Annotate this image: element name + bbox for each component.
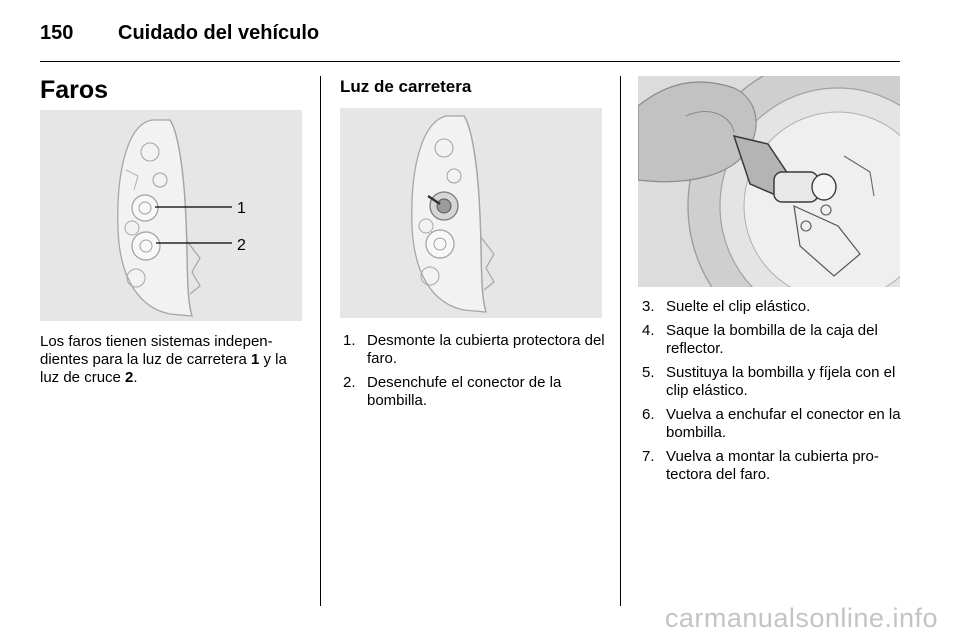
- section-title: Faros: [40, 76, 109, 104]
- ref-low-beam: 2: [125, 369, 134, 386]
- headlamp-rear-figure: [40, 110, 302, 321]
- intro-paragraph: Los faros tienen sistemas indepen- dientes para la luz de carretera 1 y la luz de cruce 2.: [40, 333, 287, 386]
- steps-list-a: [343, 332, 605, 416]
- callout-label-1: 1: [237, 200, 246, 217]
- bulb-replacement-figure: [638, 76, 900, 287]
- list-item: 4. Saque la bombilla de la caja del reflector.: [642, 322, 878, 357]
- column-divider-right: [620, 76, 621, 606]
- header-rule: [40, 61, 900, 62]
- column-divider-left: [320, 76, 321, 606]
- list-item: 6. Vuelva a enchufar el conector en la bombilla.: [642, 406, 901, 441]
- chapter-title: Cuidado del vehículo: [118, 22, 320, 44]
- watermark: carmanualsonline.info: [664, 603, 938, 633]
- page-number: 150: [40, 22, 74, 44]
- subsection-title: Luz de carretera: [340, 77, 472, 96]
- list-item: 3. Suelte el clip elástico.: [642, 298, 811, 315]
- callout-label-2: 2: [237, 237, 246, 254]
- list-item: 2. Desenchufe el conector de la bombilla.: [343, 374, 562, 409]
- list-item: 1. Desmonte la cubierta protectora del faro.: [343, 332, 605, 367]
- headlamp-high-beam-figure: [340, 108, 602, 318]
- steps-list-b: [642, 298, 904, 490]
- list-item: 7. Vuelva a montar la cubierta pro-tectora del faro.: [642, 448, 879, 483]
- list-item: 5. Sustituya la bombilla y fíjela con el clip elástico.: [642, 364, 896, 399]
- ref-high-beam: 1: [250, 351, 260, 368]
